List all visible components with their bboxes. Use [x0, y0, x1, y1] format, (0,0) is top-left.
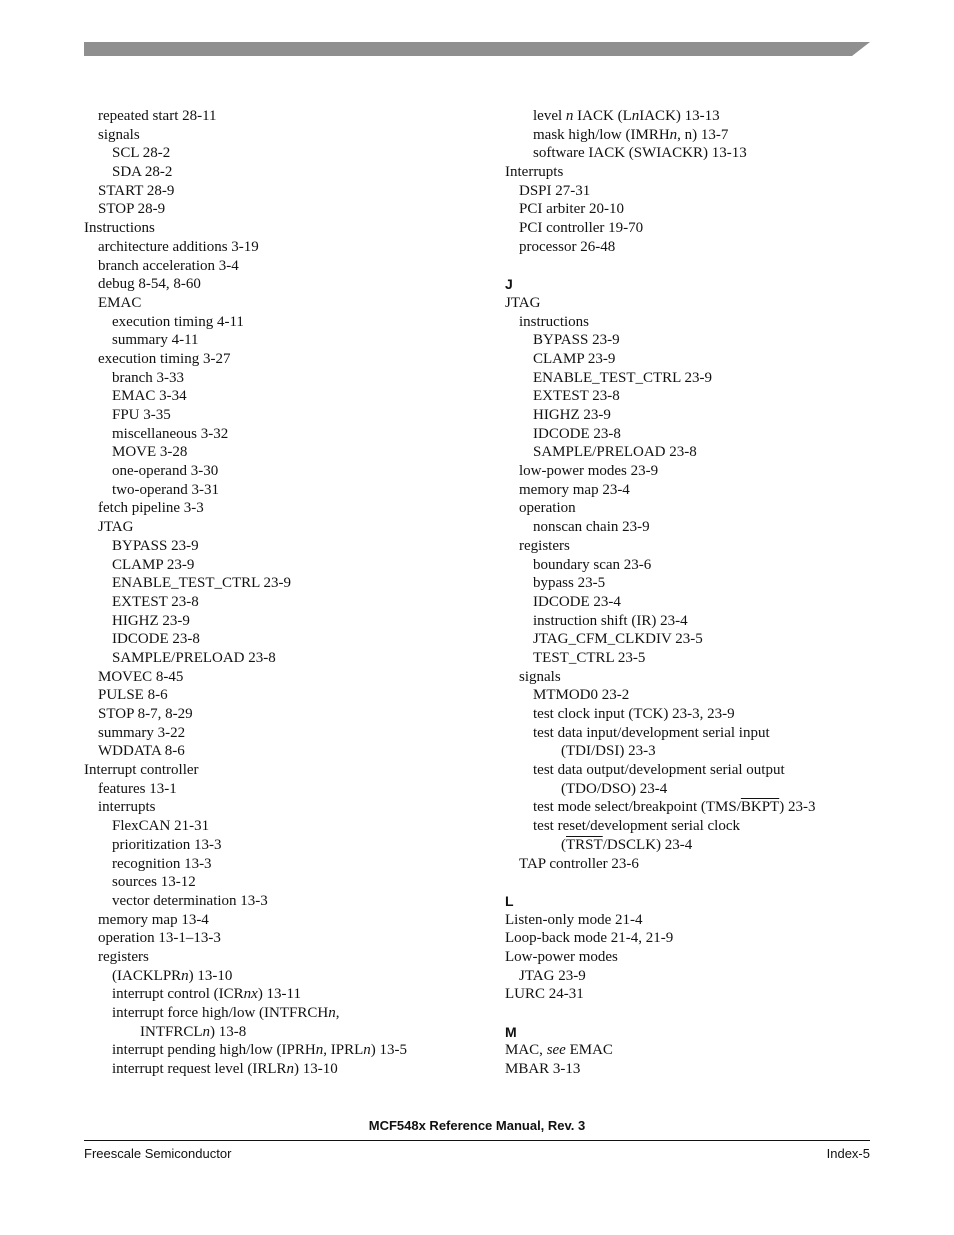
- index-entry: IDCODE 23-8: [112, 631, 200, 648]
- index-entry: summary 3-22: [98, 724, 186, 741]
- index-entry: recognition 13-3: [112, 855, 212, 872]
- entry-text: , n) 13-7: [677, 126, 729, 143]
- index-entry: MOVE 3-28: [112, 444, 188, 461]
- index-entry: EMAC 3-34: [112, 388, 187, 405]
- index-entry: FPU 3-35: [112, 407, 171, 423]
- overlined-signal: BKPT: [740, 799, 780, 816]
- index-entry: [505, 107, 885, 126]
- index-entry: ENABLE_TEST_CTRL 23-9: [112, 575, 292, 592]
- entry-text: ) 13-5: [370, 1042, 407, 1059]
- italic-term: n: [202, 1023, 211, 1040]
- index-entry: IDCODE 23-4: [533, 593, 621, 610]
- italic-term: n: [669, 126, 678, 143]
- index-column-left: [84, 107, 494, 1079]
- index-letter-heading: M: [505, 1023, 517, 1040]
- index-entry: BYPASS 23-9: [112, 537, 199, 554]
- index-entry: (TDO/DSO) 23-4: [561, 780, 668, 797]
- index-entry: fetch pipeline 3-3: [98, 500, 204, 517]
- italic-term: see: [546, 1042, 566, 1059]
- index-entry: MTMOD0 23-2: [533, 687, 630, 704]
- index-entry: test clock input (TCK) 23-3, 23-9: [533, 706, 735, 722]
- index-entry: registers: [519, 537, 570, 554]
- index-entry: memory map 23-4: [519, 481, 630, 498]
- italic-term: n: [286, 1061, 295, 1078]
- entry-text: ) 13-10: [294, 1061, 338, 1078]
- index-entry: START 28-9: [98, 182, 175, 199]
- index-entry: signals: [519, 668, 561, 685]
- index-entry: JTAG: [505, 294, 541, 311]
- page-number: Index-5: [826, 1146, 870, 1161]
- index-entry: two-operand 3-31: [112, 481, 220, 498]
- index-entry: processor 26-48: [519, 238, 616, 255]
- index-entry: one-operand 3-30: [112, 463, 219, 480]
- index-entry: summary 4-11: [112, 332, 199, 349]
- index-entry: repeated start 28-11: [98, 108, 217, 124]
- index-entry: EMAC: [98, 294, 142, 311]
- section-spacer: [505, 873, 885, 892]
- index-entry: TAP controller 23-6: [519, 855, 639, 872]
- entry-text: IACK (L: [573, 108, 632, 124]
- italic-term: n: [565, 108, 574, 124]
- section-spacer: [505, 1004, 885, 1023]
- index-entry: execution timing 4-11: [112, 313, 244, 330]
- entry-text: interrupt control (ICR: [112, 986, 244, 1003]
- entry-text: MAC,: [505, 1042, 547, 1059]
- index-entry: memory map 13-4: [98, 911, 209, 928]
- index-entry: IDCODE 23-8: [533, 425, 621, 442]
- entry-text: ) 13-11: [257, 986, 301, 1003]
- footer-divider: [84, 1140, 870, 1141]
- index-entry: SAMPLE/PRELOAD 23-8: [533, 444, 697, 461]
- index-entry: MBAR 3-13: [505, 1061, 581, 1078]
- section-spacer: [505, 257, 885, 276]
- index-entry: CLAMP 23-9: [533, 350, 616, 367]
- entry-text: ) 23-3: [779, 799, 816, 816]
- index-entry: JTAG: [98, 519, 134, 536]
- index-entry: [84, 1004, 494, 1023]
- entry-text: test mode select/breakpoint (TMS/: [533, 799, 741, 816]
- index-entry: operation: [519, 500, 576, 517]
- index-entry: BYPASS 23-9: [533, 332, 620, 349]
- index-entry: EXTEST 23-8: [533, 388, 620, 405]
- italic-term: nx: [243, 986, 258, 1003]
- entry-text: level: [533, 108, 566, 124]
- index-entry: nonscan chain 23-9: [533, 519, 650, 536]
- index-entry: SDA 28-2: [112, 164, 173, 181]
- italic-term: n: [363, 1042, 371, 1059]
- index-entry: MOVEC 8-45: [98, 668, 184, 685]
- index-entry: miscellaneous 3-32: [112, 425, 229, 442]
- publisher-name: Freescale Semiconductor: [84, 1146, 232, 1161]
- index-entry: debug 8-54, 8-60: [98, 276, 201, 293]
- index-entry: STOP 8-7, 8-29: [98, 706, 193, 722]
- entry-text: ) 13-10: [188, 967, 233, 984]
- entry-text: IACK) 13-13: [639, 108, 720, 124]
- index-entry: CLAMP 23-9: [112, 556, 195, 573]
- entry-text: ,: [335, 1005, 340, 1021]
- entry-text: ) 13-8: [210, 1023, 247, 1040]
- index-entry: JTAG 23-9: [519, 967, 586, 984]
- index-column-right: [505, 107, 885, 1079]
- index-entry: [84, 967, 494, 986]
- index-entry: vector determination 13-3: [112, 892, 268, 909]
- index-entry: [505, 798, 885, 817]
- header-bar-shape: [84, 42, 870, 56]
- index-entry: [84, 1041, 494, 1060]
- header-bar: [84, 42, 870, 56]
- index-letter-heading: L: [505, 892, 514, 909]
- index-entry: PCI controller 19-70: [519, 220, 644, 237]
- index-entry: sources 13-12: [112, 874, 196, 891]
- entry-text: INTFRCL: [140, 1023, 203, 1040]
- index-entry: SAMPLE/PRELOAD 23-8: [112, 649, 276, 666]
- index-entry: Interrupt controller: [84, 762, 199, 779]
- italic-term: n: [181, 967, 189, 984]
- index-entry: [505, 126, 885, 145]
- index-entry: prioritization 13-3: [112, 836, 222, 853]
- index-entry: HIGHZ 23-9: [533, 407, 611, 423]
- index-entry: Instructions: [84, 220, 155, 237]
- index-entry: Listen-only mode 21-4: [505, 911, 643, 928]
- index-entry: [84, 1060, 494, 1079]
- entry-text: EMAC: [565, 1042, 613, 1059]
- index-entry: JTAG_CFM_CLKDIV 23-5: [533, 631, 703, 648]
- index-entry: DSPI 27-31: [519, 182, 591, 199]
- index-entry: features 13-1: [98, 780, 177, 797]
- entry-text: , IPRL: [323, 1042, 364, 1059]
- entry-text: mask high/low (IMRH: [533, 126, 670, 143]
- index-entry: software IACK (SWIACKR) 13-13: [533, 145, 747, 162]
- index-entry: operation 13-1–13-3: [98, 930, 221, 947]
- italic-term: n: [315, 1042, 324, 1059]
- index-entry: STOP 28-9: [98, 201, 166, 218]
- index-entry: registers: [98, 948, 149, 965]
- index-entry: ENABLE_TEST_CTRL 23-9: [533, 369, 713, 386]
- index-entry: branch acceleration 3-4: [98, 257, 239, 274]
- entry-text: interrupt pending high/low (IPRH: [112, 1042, 316, 1059]
- index-letter-heading: J: [505, 276, 513, 293]
- index-entry: PULSE 8-6: [98, 687, 168, 704]
- index-entry: PCI arbiter 20-10: [519, 201, 624, 218]
- index-entry: Loop-back mode 21-4, 21-9: [505, 930, 674, 947]
- index-entry: test data input/development serial input: [533, 724, 770, 741]
- index-entry: HIGHZ 23-9: [112, 612, 190, 629]
- index-entry: test reset/development serial clock: [533, 818, 741, 835]
- entry-text: interrupt request level (IRLR: [112, 1061, 287, 1078]
- index-entry: Low-power modes: [505, 948, 618, 965]
- index-entry: branch 3-33: [112, 369, 185, 386]
- index-entry: LURC 24-31: [505, 986, 584, 1003]
- index-entry: (TDI/DSI) 23-3: [561, 743, 656, 760]
- index-entry: instruction shift (IR) 23-4: [533, 612, 688, 629]
- index-entry: bypass 23-5: [533, 575, 606, 592]
- index-entry: SCL 28-2: [112, 145, 171, 162]
- index-entry: TEST_CTRL 23-5: [533, 649, 646, 666]
- index-entry: instructions: [519, 313, 589, 330]
- index-entry: interrupts: [98, 799, 156, 816]
- index-entry: low-power modes 23-9: [519, 463, 659, 480]
- italic-term: n: [328, 1005, 336, 1021]
- index-entry: [84, 1023, 494, 1042]
- italic-term: n: [631, 108, 640, 124]
- index-entry: test data output/development serial output: [533, 762, 785, 779]
- index-entry: execution timing 3-27: [98, 350, 231, 367]
- index-entry: [505, 1041, 885, 1060]
- index-entry: WDDATA 8-6: [98, 743, 185, 760]
- overlined-signal: TRST: [566, 836, 603, 853]
- index-entry: FlexCAN 21-31: [112, 818, 210, 835]
- index-entry: EXTEST 23-8: [112, 593, 199, 610]
- entry-text: (: [561, 836, 566, 853]
- entry-text: (IACKLPR: [112, 967, 182, 984]
- index-entry: architecture additions 3-19: [98, 238, 259, 255]
- index-entry: signals: [98, 126, 140, 143]
- index-entry: [505, 836, 885, 855]
- index-entry: Interrupts: [505, 164, 564, 181]
- index-entry: [84, 985, 494, 1004]
- entry-text: /DSCLK) 23-4: [602, 836, 693, 853]
- entry-text: interrupt force high/low (INTFRCH: [112, 1005, 329, 1021]
- document-title: MCF548x Reference Manual, Rev. 3: [368, 1118, 586, 1133]
- index-entry: boundary scan 23-6: [533, 556, 652, 573]
